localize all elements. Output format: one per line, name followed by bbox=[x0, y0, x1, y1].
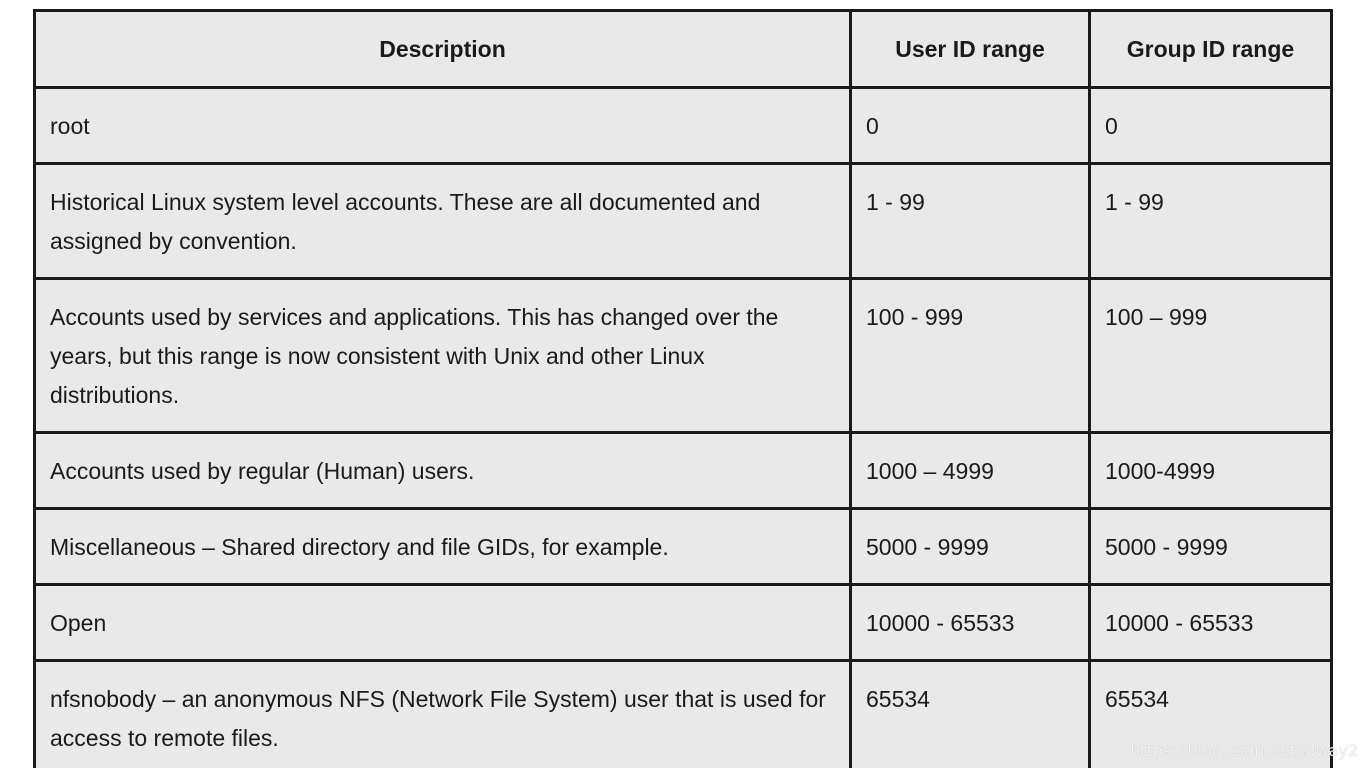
cell-description: Accounts used by services and applications. This has changed over the years, but this range is now consistent with Unix and other Linux distributions. bbox=[35, 279, 851, 433]
cell-user-id: 10000 - 65533 bbox=[851, 585, 1090, 661]
cell-description: Open bbox=[35, 585, 851, 661]
cell-user-id: 100 - 999 bbox=[851, 279, 1090, 433]
table-row bbox=[35, 433, 1332, 509]
table-row bbox=[35, 164, 1332, 279]
header-description: Description bbox=[35, 11, 851, 88]
table-row bbox=[35, 88, 1332, 164]
cell-user-id: 1 - 99 bbox=[851, 164, 1090, 279]
cell-group-id: 0 bbox=[1090, 88, 1332, 164]
cell-description: Miscellaneous – Shared directory and file GIDs, for example. bbox=[35, 509, 851, 585]
cell-group-id: 65534 bbox=[1090, 661, 1332, 768]
id-range-table bbox=[33, 9, 1333, 768]
watermark: https://blog.csdn.net/alway2 bbox=[1130, 741, 1358, 760]
cell-user-id: 1000 – 4999 bbox=[851, 433, 1090, 509]
cell-user-id: 65534 bbox=[851, 661, 1090, 768]
cell-group-id: 1 - 99 bbox=[1090, 164, 1332, 279]
cell-group-id: 10000 - 65533 bbox=[1090, 585, 1332, 661]
cell-description: root bbox=[35, 88, 851, 164]
cell-group-id: 100 – 999 bbox=[1090, 279, 1332, 433]
cell-description: nfsnobody – an anonymous NFS (Network File System) user that is used for access to remote files. bbox=[35, 661, 851, 768]
table-row bbox=[35, 279, 1332, 433]
cell-user-id: 5000 - 9999 bbox=[851, 509, 1090, 585]
cell-user-id: 0 bbox=[851, 88, 1090, 164]
header-user-id-range: User ID range bbox=[851, 11, 1090, 88]
table-row bbox=[35, 509, 1332, 585]
cell-group-id: 1000-4999 bbox=[1090, 433, 1332, 509]
table-row bbox=[35, 585, 1332, 661]
cell-description: Historical Linux system level accounts. These are all documented and assigned by convention. bbox=[35, 164, 851, 279]
table-header-row bbox=[35, 11, 1332, 88]
cell-group-id: 5000 - 9999 bbox=[1090, 509, 1332, 585]
cell-description: Accounts used by regular (Human) users. bbox=[35, 433, 851, 509]
header-group-id-range: Group ID range bbox=[1090, 11, 1332, 88]
